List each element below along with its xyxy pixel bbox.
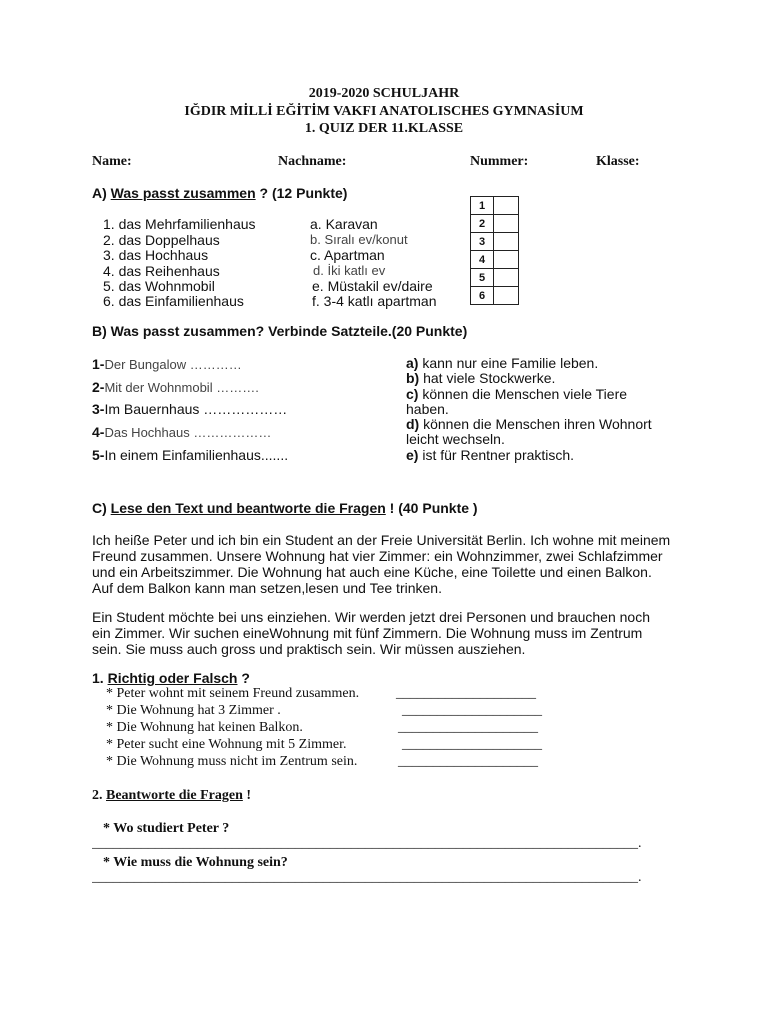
answer-blank[interactable]: ____________________ bbox=[402, 737, 542, 752]
section-a-points: ? (12 Punkte) bbox=[259, 185, 348, 201]
questions-heading bbox=[92, 788, 251, 804]
reading-paragraph-1: Ich heiße Peter und ich bin ein Student an der Freie Universität Berlin. Ich wohne mit meinem Freund zusammen. Unsere Wohnung hat vier Zimmer: ein Wohnzimmer, zwei Schlafzimmer und ein Arbeitszimmer. Die Wohnung hat auch eine Küche, eine Toilette und einen Balkon. Auf dem Balkon kann man setzen,lesen und Tee trinken. bbox=[92, 532, 671, 596]
true-false-statement: * Die Wohnung hat keinen Balkon. bbox=[106, 720, 303, 735]
true-false-heading bbox=[92, 670, 250, 686]
nummer-field-label: Nummer: bbox=[470, 154, 529, 169]
true-false-title: Richtig oder Falsch bbox=[107, 670, 238, 686]
sentence-start-text: Der Bungalow ………… bbox=[104, 357, 242, 372]
sentence-start-item bbox=[92, 356, 242, 372]
sentence-start-number: 1- bbox=[92, 356, 105, 372]
sentence-end-item bbox=[406, 387, 668, 418]
answer-line-1[interactable]: ______________________________________________________________________________. bbox=[92, 836, 642, 851]
sentence-start-text: Im Bauernhaus ……………… bbox=[104, 401, 288, 417]
match-right-item: d. İki katlı ev bbox=[313, 263, 386, 278]
match-right-item: a. Karavan bbox=[310, 216, 378, 232]
reading-paragraph-2: Ein Student möchte bei uns einziehen. Wir werden jetzt drei Personen und brauchen noch ein Zimmer. Wir suchen eineWohnung mit fünf Zimmern. Die Wohnung muss im Zentrum sein. Sie muss auch gross und praktisch sein. Wir müssen ausziehen. bbox=[92, 609, 651, 657]
sentence-end-text: können die Menschen ihren Wohnort leicht wechseln. bbox=[406, 416, 652, 448]
match-right-item: c. Apartman bbox=[310, 247, 385, 263]
sentence-start-number: 3- bbox=[92, 401, 105, 417]
answer-grid-row bbox=[471, 197, 519, 215]
answer-box[interactable] bbox=[494, 251, 519, 269]
true-false-statement: * Peter sucht eine Wohnung mit 5 Zimmer. bbox=[106, 737, 347, 752]
answer-box[interactable] bbox=[494, 215, 519, 233]
answer-box[interactable] bbox=[494, 197, 519, 215]
school-name-title: IĞDIR MİLLİ EĞİTİM VAKFI ANATOLISCHES GYMNASİUM bbox=[184, 104, 584, 119]
section-a-heading bbox=[92, 185, 347, 201]
questions-prefix: 2. bbox=[92, 788, 106, 803]
true-false-statement: * Die Wohnung muss nicht im Zentrum sein. bbox=[106, 754, 358, 769]
answer-grid bbox=[470, 196, 519, 305]
answer-grid-row bbox=[471, 215, 519, 233]
questions-suffix: ! bbox=[242, 788, 252, 803]
answer-box[interactable] bbox=[494, 287, 519, 305]
sentence-end-item bbox=[406, 417, 668, 448]
match-left-item: 2. das Doppelhaus bbox=[103, 232, 220, 248]
sentence-end-item bbox=[406, 356, 696, 371]
sentence-end-key: a) bbox=[406, 355, 419, 371]
match-right-item: e. Müstakil ev/daire bbox=[312, 278, 433, 294]
name-field-label: Name: bbox=[92, 154, 132, 169]
true-false-statement: * Peter wohnt mit seinem Freund zusammen. bbox=[106, 686, 360, 701]
section-a-prefix: A) bbox=[92, 185, 107, 201]
sentence-start-text: Das Hochhaus ……………… bbox=[104, 425, 272, 440]
klasse-field-label: Klasse: bbox=[596, 154, 640, 169]
answer-grid-number: 2 bbox=[471, 215, 494, 233]
section-c-heading bbox=[92, 500, 478, 516]
answer-grid-number: 3 bbox=[471, 233, 494, 251]
sentence-end-key: e) bbox=[406, 446, 419, 463]
answer-blank[interactable]: ____________________ bbox=[398, 720, 538, 735]
questions-title: Beantworte die Fragen bbox=[106, 788, 243, 803]
match-left-item: 4. das Reihenhaus bbox=[103, 263, 220, 279]
section-c-prefix: C) bbox=[92, 500, 111, 516]
section-a-title: Was passt zusammen bbox=[110, 185, 256, 201]
sentence-end-key: d) bbox=[406, 416, 420, 433]
sentence-end-text: hat viele Stockwerke. bbox=[419, 370, 556, 387]
sentence-end-key: b) bbox=[406, 370, 420, 387]
answer-blank[interactable]: ____________________ bbox=[396, 686, 536, 701]
school-year-title: 2019-2020 SCHULJAHR bbox=[308, 86, 460, 101]
sentence-end-item bbox=[406, 371, 696, 386]
section-b-heading: B) Was passt zusammen? Verbinde Satzteile.(20 Punkte) bbox=[92, 323, 468, 339]
answer-grid-row bbox=[471, 269, 519, 287]
match-left-item: 6. das Einfamilienhaus bbox=[103, 293, 244, 309]
sentence-start-number: 2- bbox=[92, 379, 105, 395]
sentence-start-text: Mit der Wohnmobil ………. bbox=[104, 380, 259, 395]
true-false-suffix: ? bbox=[237, 670, 250, 686]
answer-grid-row bbox=[471, 287, 519, 305]
sentence-start-item bbox=[92, 401, 287, 417]
sentence-end-item bbox=[406, 448, 696, 463]
answer-grid-number: 5 bbox=[471, 269, 494, 287]
answer-box[interactable] bbox=[494, 233, 519, 251]
answer-grid-row bbox=[471, 233, 519, 251]
question-1: * Wo studiert Peter ? bbox=[103, 821, 230, 836]
match-left-item: 3. das Hochhaus bbox=[103, 247, 209, 263]
true-false-prefix: 1. bbox=[92, 670, 108, 686]
section-c-points: ! (40 Punkte ) bbox=[385, 500, 478, 516]
sentence-end-text: kann nur eine Familie leben. bbox=[418, 355, 599, 371]
answer-line-2[interactable]: ______________________________________________________________________________. bbox=[92, 870, 642, 885]
section-c-title: Lese den Text und beantworte die Fragen bbox=[110, 500, 386, 516]
nachname-field-label: Nachname: bbox=[278, 154, 347, 169]
answer-blank[interactable]: ____________________ bbox=[402, 703, 542, 718]
sentence-start-item bbox=[92, 379, 259, 395]
match-right-item: f. 3-4 katlı apartman bbox=[312, 293, 437, 309]
question-2: * Wie muss die Wohnung sein? bbox=[103, 855, 288, 870]
answer-blank[interactable]: ____________________ bbox=[398, 754, 538, 769]
sentence-end-key: c) bbox=[406, 385, 419, 402]
sentence-start-number: 5- bbox=[92, 447, 105, 463]
answer-box[interactable] bbox=[494, 269, 519, 287]
sentence-start-text: In einem Einfamilienhaus....... bbox=[104, 447, 289, 463]
sentence-end-text: ist für Rentner praktisch. bbox=[418, 446, 575, 463]
answer-grid-number: 6 bbox=[471, 287, 494, 305]
sentence-start-item bbox=[92, 424, 271, 440]
match-left-item: 1. das Mehrfamilienhaus bbox=[103, 216, 256, 232]
sentence-end-text: können die Menschen viele Tiere haben. bbox=[406, 385, 628, 417]
sentence-start-number: 4- bbox=[92, 424, 105, 440]
answer-grid-number: 1 bbox=[471, 197, 494, 215]
sentence-endings bbox=[406, 356, 696, 463]
sentence-start-item bbox=[92, 447, 288, 463]
true-false-statement: * Die Wohnung hat 3 Zimmer . bbox=[106, 703, 281, 718]
answer-grid-number: 4 bbox=[471, 251, 494, 269]
quiz-title: 1. QUIZ DER 11.KLASSE bbox=[304, 121, 464, 136]
answer-grid-row bbox=[471, 251, 519, 269]
match-left-item: 5. das Wohnmobil bbox=[103, 278, 215, 294]
match-right-item: b. Sıralı ev/konut bbox=[310, 232, 408, 247]
